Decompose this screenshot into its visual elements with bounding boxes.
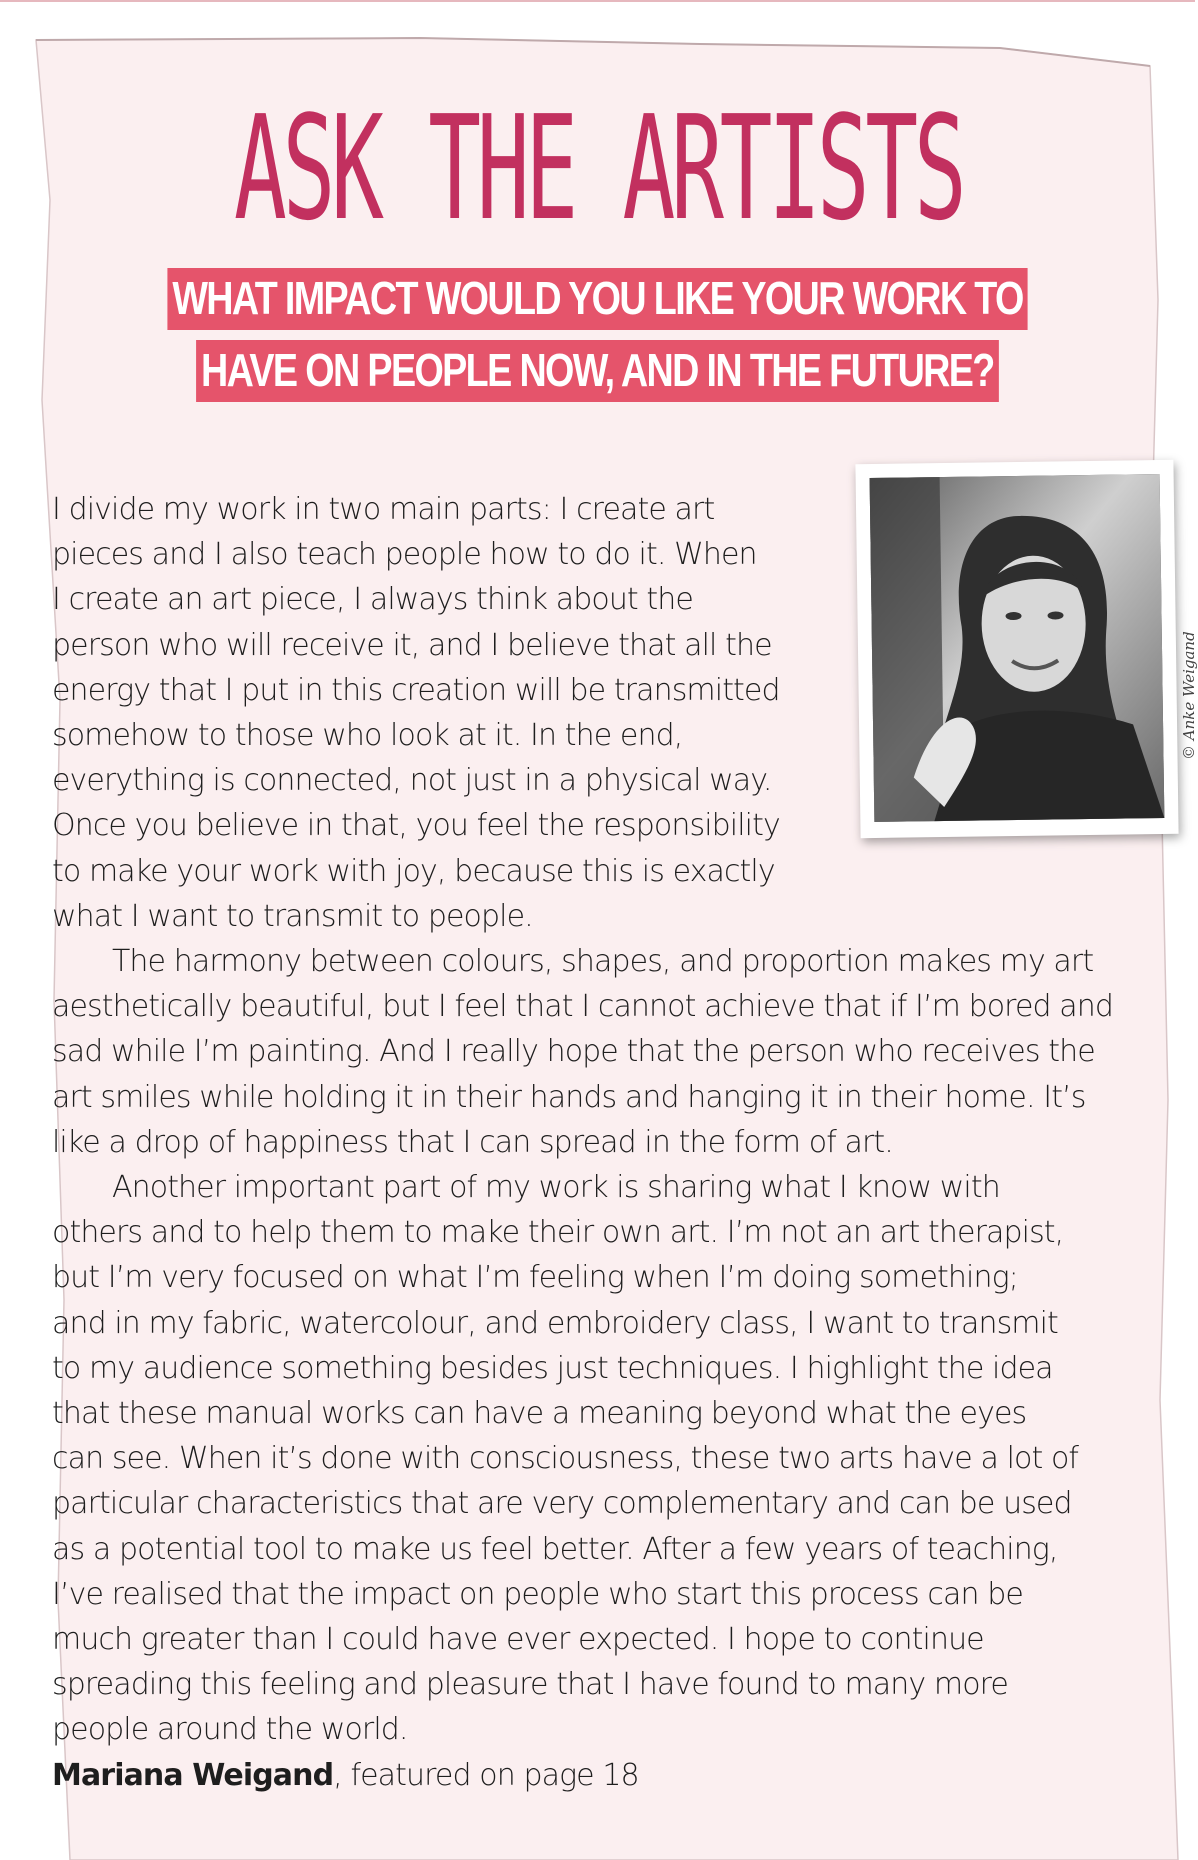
text-line: like a drop of happiness that I can spread in the form of art. — [52, 1124, 893, 1160]
text-line: I divide my work in two main parts: I create art — [52, 492, 715, 527]
text-line: pieces and I also teach people how to do it. When — [52, 537, 757, 573]
text-line: to make your work with joy, because this is exactly — [52, 853, 775, 889]
text-line: that these manual works can have a meaning beyond what the eyes — [52, 1396, 1027, 1432]
question-line-2: HAVE ON PEOPLE NOW, AND IN THE FUTURE? — [196, 340, 999, 402]
signature-rest: , featured on page 18 — [333, 1757, 639, 1793]
text-line: sad while I’m painting. And I really hope that the person who receives the — [52, 1034, 1095, 1070]
text-line: The harmony between colours, shapes, and proportion makes my art — [112, 944, 1094, 980]
signature — [52, 1753, 1132, 1798]
text-line: somehow to those who look at it. In the end, — [52, 718, 683, 754]
text-line: but I’m very focused on what I’m feeling when I’m doing something; — [52, 1260, 1018, 1296]
text-line: Another important part of my work is sharing what I know with — [112, 1170, 1000, 1206]
question-line-1: WHAT IMPACT WOULD YOU LIKE YOUR WORK TO — [167, 268, 1027, 330]
photo-credit: © Anke Weigand — [1180, 631, 1198, 760]
text-line: person who will receive it, and I believe that all the — [52, 627, 772, 663]
text-line: to my audience something besides just techniques. I highlight the idea — [52, 1350, 1053, 1386]
article-body — [52, 487, 1132, 1798]
question-heading — [0, 268, 1195, 402]
text-line: Once you believe in that, you feel the responsibility — [52, 808, 780, 844]
text-line: and in my fabric, watercolour, and embroidery class, I want to transmit — [52, 1305, 1058, 1341]
text-line: energy that I put in this creation will be transmitted — [52, 672, 780, 708]
page-title: ASK THE ARTISTS — [233, 84, 963, 253]
text-line: art smiles while holding it in their hands and hanging it in their home. It’s — [52, 1079, 1086, 1115]
text-line: can see. When it’s done with consciousness, these two arts have a lot of — [52, 1441, 1079, 1477]
text-line: everything is connected, not just in a physical way. — [52, 763, 772, 799]
text-line: people around the world. — [52, 1712, 408, 1748]
text-line: as a potential tool to make us feel better. After a few years of teaching, — [52, 1531, 1058, 1567]
text-line: what I want to transmit to people. — [52, 898, 533, 934]
text-line: I’ve realised that the impact on people who start this process can be — [52, 1576, 1023, 1612]
text-line: particular characteristics that are very complementary and can be used — [52, 1486, 1072, 1522]
text-line: aesthetically beautiful, but I feel that I cannot achieve that if I’m bored and — [52, 989, 1114, 1025]
text-line: spreading this feeling and pleasure that I have found to many more — [52, 1667, 1008, 1703]
text-line: much greater than I could have ever expected. I hope to continue — [52, 1622, 984, 1658]
text-line: I create an art piece, I always think about the — [52, 582, 693, 618]
signature-name: Mariana Weigand — [52, 1757, 334, 1793]
text-line: others and to help them to make their own art. I’m not an art therapist, — [52, 1215, 1064, 1251]
